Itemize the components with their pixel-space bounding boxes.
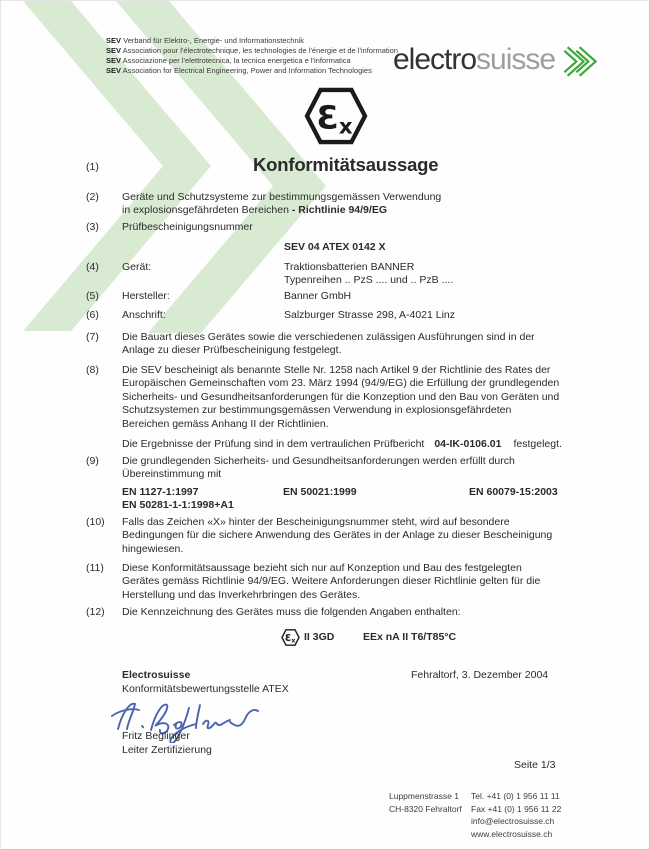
issuer-name: Electrosuisse xyxy=(122,669,191,681)
paragraph-line: hingewiesen. xyxy=(122,542,184,555)
signer-role: Leiter Zertifizierung xyxy=(122,743,212,756)
item-4-row xyxy=(86,261,454,287)
standard-entry: EN 1127-1:1997 xyxy=(122,486,199,498)
paragraph-line: in explosionsgefährdeten Bereichen - Richtlinie 94/9/EG xyxy=(122,204,387,217)
standard-entry: EN 60079-15:2003 xyxy=(469,486,558,498)
item-3-label: Prüfbescheinigungsnummer xyxy=(122,221,253,233)
logo-electro-text: electro xyxy=(393,42,477,76)
footer-contact xyxy=(471,790,561,840)
item-10-number: (10) xyxy=(86,516,105,528)
item-1-number: (1) xyxy=(86,161,99,173)
electrosuisse-logo xyxy=(393,42,598,77)
item-4-label: Gerät: xyxy=(122,261,152,273)
address-street: Luppmenstrasse 1 xyxy=(389,791,459,801)
paragraph-line: Die Kennzeichnung des Gerätes muss die folgenden Angaben enthalten: xyxy=(122,606,461,618)
item-10-row xyxy=(86,516,553,556)
item-12-row xyxy=(86,606,461,619)
protection-type-marking: EEx nA II T6/T85°C xyxy=(363,631,457,643)
standard-entry: EN 50021:1999 xyxy=(283,486,357,498)
paragraph-line: Die Bauart dieses Gerätes sowie die verschiedenen zulässigen Ausführungen sind in der xyxy=(122,331,535,343)
document-title: Konformitätsaussage xyxy=(253,154,439,175)
svg-text:x: x xyxy=(291,637,296,645)
item-12-number: (12) xyxy=(86,606,105,618)
paragraph-line: Bedingungen für die sichere Anwendung des Gerätes in der Anlage zu dieser Bescheinigung xyxy=(122,529,553,542)
paragraph-line: Geräte und Schutzsysteme zur bestimmungsgemässen Verwendung xyxy=(122,191,442,203)
test-report-line: Die Ergebnisse der Prüfung sind in dem vertraulichen Prüfbericht 04-IK-0106.01 festgelegt. xyxy=(122,438,562,450)
footer-fax: Fax +41 (0) 1 956 11 22 xyxy=(471,803,562,814)
equipment-group-marking: II 3GD xyxy=(304,631,335,643)
item-6-row xyxy=(86,309,456,322)
item-9-row xyxy=(86,455,515,482)
logo-wordmark xyxy=(393,42,556,76)
paragraph-line: Übereinstimmung mit xyxy=(122,468,222,481)
signer-block xyxy=(122,730,212,758)
item-9-number: (9) xyxy=(86,455,99,467)
sev-line: SEV Association for Electrical Engineering, Power and Information Technologies xyxy=(106,66,372,75)
test-report-number: 04-IK-0106.01 xyxy=(434,438,502,450)
paragraph-line: Gerätes gemäss Richtlinie 94/9/EG. Weitere Anforderungen dieser Richtlinie gelten für die xyxy=(122,575,541,588)
manufacturer-value: Banner GmbH xyxy=(284,290,352,302)
issuer-department: Konformitätsbewertungsstelle ATEX xyxy=(122,682,289,695)
paragraph-line: Diese Konformitätsaussage bezieht sich nur auf Konzeption und Bau des festgelegten xyxy=(122,562,522,574)
certificate-number: SEV 04 ATEX 0142 X xyxy=(284,241,386,253)
item-5-number: (5) xyxy=(86,290,99,302)
item-3-row xyxy=(86,221,253,234)
certificate-content xyxy=(1,1,649,849)
standard-entry: EN 50281-1-1:1998+A1 xyxy=(122,498,234,511)
footer-website: www.electrosuisse.ch xyxy=(471,828,553,839)
item-11-number: (11) xyxy=(86,562,104,574)
footer-address xyxy=(389,790,462,815)
item-5-row xyxy=(86,290,352,303)
sev-header xyxy=(106,36,398,76)
signer-name: Fritz Beglinger xyxy=(122,730,190,742)
item-2-number: (2) xyxy=(86,191,99,203)
ex-atex-icon xyxy=(304,87,368,145)
paragraph-line: Falls das Zeichen «X» hinter der Bescheinigungsnummer steht, wird auf besondere xyxy=(122,516,510,528)
item-7-row xyxy=(86,331,535,358)
item-11-row xyxy=(86,562,541,602)
item-3-number: (3) xyxy=(86,221,99,233)
paragraph-line: Sicherheits- und Gesundheitsanforderungen für die Konzeption und den Bau von Geräten und xyxy=(122,390,560,403)
place-date: Fehraltorf, 3. Dezember 2004 xyxy=(411,669,549,681)
svg-text:Ɛ: Ɛ xyxy=(316,98,339,137)
directive-reference: - Richtlinie 94/9/EG xyxy=(291,204,387,217)
sev-line: SEV Associazione per l'elettrotecnica, la tecnica energetica e l'informatica xyxy=(106,56,351,65)
item-8-row xyxy=(86,364,560,431)
item-7-number: (7) xyxy=(86,331,99,343)
page-number: Seite 1/3 xyxy=(514,759,556,771)
paragraph-line: Die grundlegenden Sicherheits- und Gesundheitsanforderungen werden erfüllt durch xyxy=(122,455,515,467)
device-name: Traktionsbatterien BANNER xyxy=(284,261,415,273)
item-2-row xyxy=(86,191,442,218)
svg-text:x: x xyxy=(338,114,353,140)
item-6-label: Anschrift: xyxy=(122,309,166,321)
svg-text:Ɛ: Ɛ xyxy=(284,633,292,645)
paragraph-line: Schutzsystemen zur bestimmungsgemässen Verwendung in explosionsgefährdeten xyxy=(122,404,512,417)
paragraph-line: Die SEV bescheinigt als benannte Stelle Nr. 1258 nach Artikel 9 der Richtlinie des Rates der xyxy=(122,364,551,376)
paragraph-line: Anlage zu dieser Prüfbescheinigung festgelegt. xyxy=(122,344,342,357)
paragraph-line: Herstellung und das Inverkehrbringen des Gerätes. xyxy=(122,588,361,601)
issuer-block xyxy=(122,669,289,696)
address-city: CH-8320 Fehraltorf xyxy=(389,803,462,814)
footer-email: info@electrosuisse.ch xyxy=(471,816,555,826)
sev-line: SEV Association pour l'électrotechnique, les technologies de l'énergie et de l'information xyxy=(106,46,398,55)
ex-atex-icon-small xyxy=(281,629,300,646)
item-5-label: Hersteller: xyxy=(122,290,170,302)
sev-line: SEV Verband für Elektro-, Energie- und Informationstechnik xyxy=(106,36,305,45)
item-4-number: (4) xyxy=(86,261,99,273)
device-value xyxy=(284,261,453,288)
item-8-number: (8) xyxy=(86,364,99,376)
device-types: Typenreihen .. PzS .... und .. PzB .... xyxy=(284,274,454,287)
double-chevron-icon xyxy=(560,45,598,77)
paragraph-line: Europäischen Gemeinschaften vom 23. März 1994 (94/9/EG) die Erfüllung der grundlegenden xyxy=(122,377,560,390)
paragraph-line: Bereichen gemäss Anhang II der Richtlinien. xyxy=(122,417,329,430)
address-value: Salzburger Strasse 298, A-4021 Linz xyxy=(284,309,456,321)
footer-tel: Tel. +41 (0) 1 956 11 11 xyxy=(471,791,560,801)
logo-suisse-text: suisse xyxy=(476,42,556,76)
item-6-number: (6) xyxy=(86,309,99,321)
